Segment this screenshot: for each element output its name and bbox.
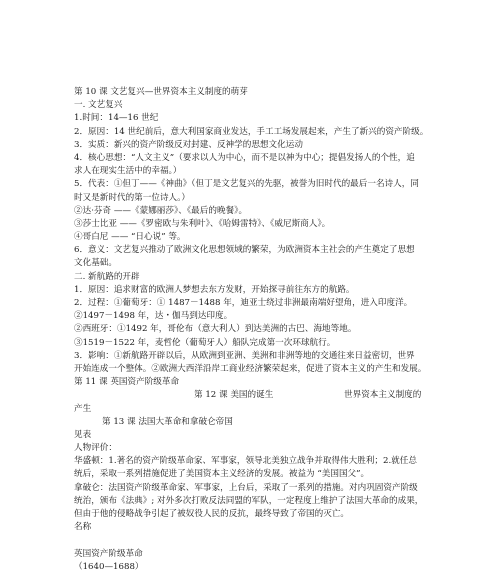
text-line: ③1519－1522 年，麦哲伦（葡萄牙人）船队完成第一次环球航行。 [74, 337, 336, 348]
text-line: 6．意义：文艺复兴推动了欧洲文化思想领域的繁荣，为欧洲资本主社会的产生奠定了思想 [74, 245, 415, 256]
text-line: 拿破仑：法国资产阶级革命家、军事家，上台后，采取了一系列的措施。对内巩固资产阶级 [74, 482, 418, 493]
section-heading-new-routes: 二. 新航路的开辟 [74, 271, 140, 282]
text-line: 人物评价： [74, 443, 117, 454]
document-body [74, 86, 434, 574]
text-line: ②西班牙：①1492 年，哥伦布（意大利人）到达美洲的古巴、海地等地。 [74, 324, 357, 335]
text-line: 3．影响：①新航路开辟以后，从欧洲到亚洲、美洲和非洲等地的交通往来日益密切，世界 [74, 350, 415, 361]
text-line: 但由于他的侵略战争引起了被奴役人民的反抗，最终导致了帝国的灭亡。 [74, 509, 350, 519]
lesson-13-heading: 第 13 课 法国大革命和拿破仑帝国 [102, 416, 233, 427]
blank-gap [74, 534, 434, 547]
text-line: 5．代表：①但丁——《神曲》（但丁是文艺复兴的先驱，被誉为旧时代的最后一名诗人，同 [74, 179, 419, 190]
text-line: 3．实质：新兴的资产阶级反对封建、反神学的思想文化运动 [74, 139, 303, 150]
text-line: ③莎士比亚 ——《罗密欧与朱利叶》、《哈姆雷特》、《威尼斯商人》。 [74, 218, 331, 229]
text-line: 1．原因：追求财富的欧洲人梦想去东方发财，开始探寻前往东方的航路。 [74, 284, 355, 295]
lesson-10-heading: 第 10 课 文艺复兴—世界资本主义制度的萌芽 [74, 87, 248, 97]
text-line: 名称 [74, 522, 92, 533]
text-line: 2．原因：14 世纪前后，意大利国家商业发达，手工工场发展起来，产生了新兴的资产阶级。 [74, 126, 429, 137]
text-line: 华盛顿：1.著名的资产阶级革命家、军事家，领导北美独立战争并取得伟大胜利；2.就任总 [74, 456, 417, 467]
text-line: 文化基础。 [74, 258, 117, 269]
lesson-12-row [74, 389, 434, 402]
text-line: 产生 [74, 403, 92, 414]
text-line: ②达·芬奇 ——《蒙娜丽莎》、《最后的晚餐》。 [74, 205, 248, 216]
text-line: 2．过程：①葡萄牙：① 1487－1488 年，迪亚士绕过非洲最南端好望角，进入印度洋。 [74, 298, 413, 308]
text-line: ④哥白尼 —— “日心说” 等。 [74, 232, 186, 243]
section-heading-renaissance: 一. 文艺复兴 [74, 100, 123, 111]
text-line: （1640—1688） [74, 561, 144, 572]
text-line: 统治，颁布《法典》; 对外多次打败反法同盟的军队，一定程度上维护了法国大革命的成果， [74, 495, 424, 506]
text-line: 时又是新时代的第一位诗人。） [74, 192, 191, 203]
text-line: 英国资产阶级革命 [74, 548, 143, 559]
lesson-12-right-text: 世界资本主义制度的 [344, 390, 422, 401]
text-line: 统后，采取一系列措施促进了美国资本主义经济的发展。被益为 “美国国父”。 [74, 469, 370, 480]
text-line: 1.时间：14—16 世纪 [74, 113, 159, 124]
text-line: 求人在现实生活中的幸福。） [74, 166, 182, 177]
lesson-12-heading: 第 12 课 美国的诞生 [194, 390, 274, 401]
text-line: 开始连成一个整体。②欧洲大西洋沿岸工商业经济繁荣起来，促进了资本主义的产生和发展。 [74, 363, 427, 374]
text-line: ②1497－1498 年，达・伽马到达印度。 [74, 311, 233, 322]
text-line: 见表 [74, 429, 92, 440]
text-line: 4．核心思想：“人文主义”（要求以人为中心，而不是以神为中心；提倡发扬人的个性，追 [74, 152, 415, 163]
lesson-11-heading: 第 11 课 英国资产阶级革命 [74, 377, 180, 388]
